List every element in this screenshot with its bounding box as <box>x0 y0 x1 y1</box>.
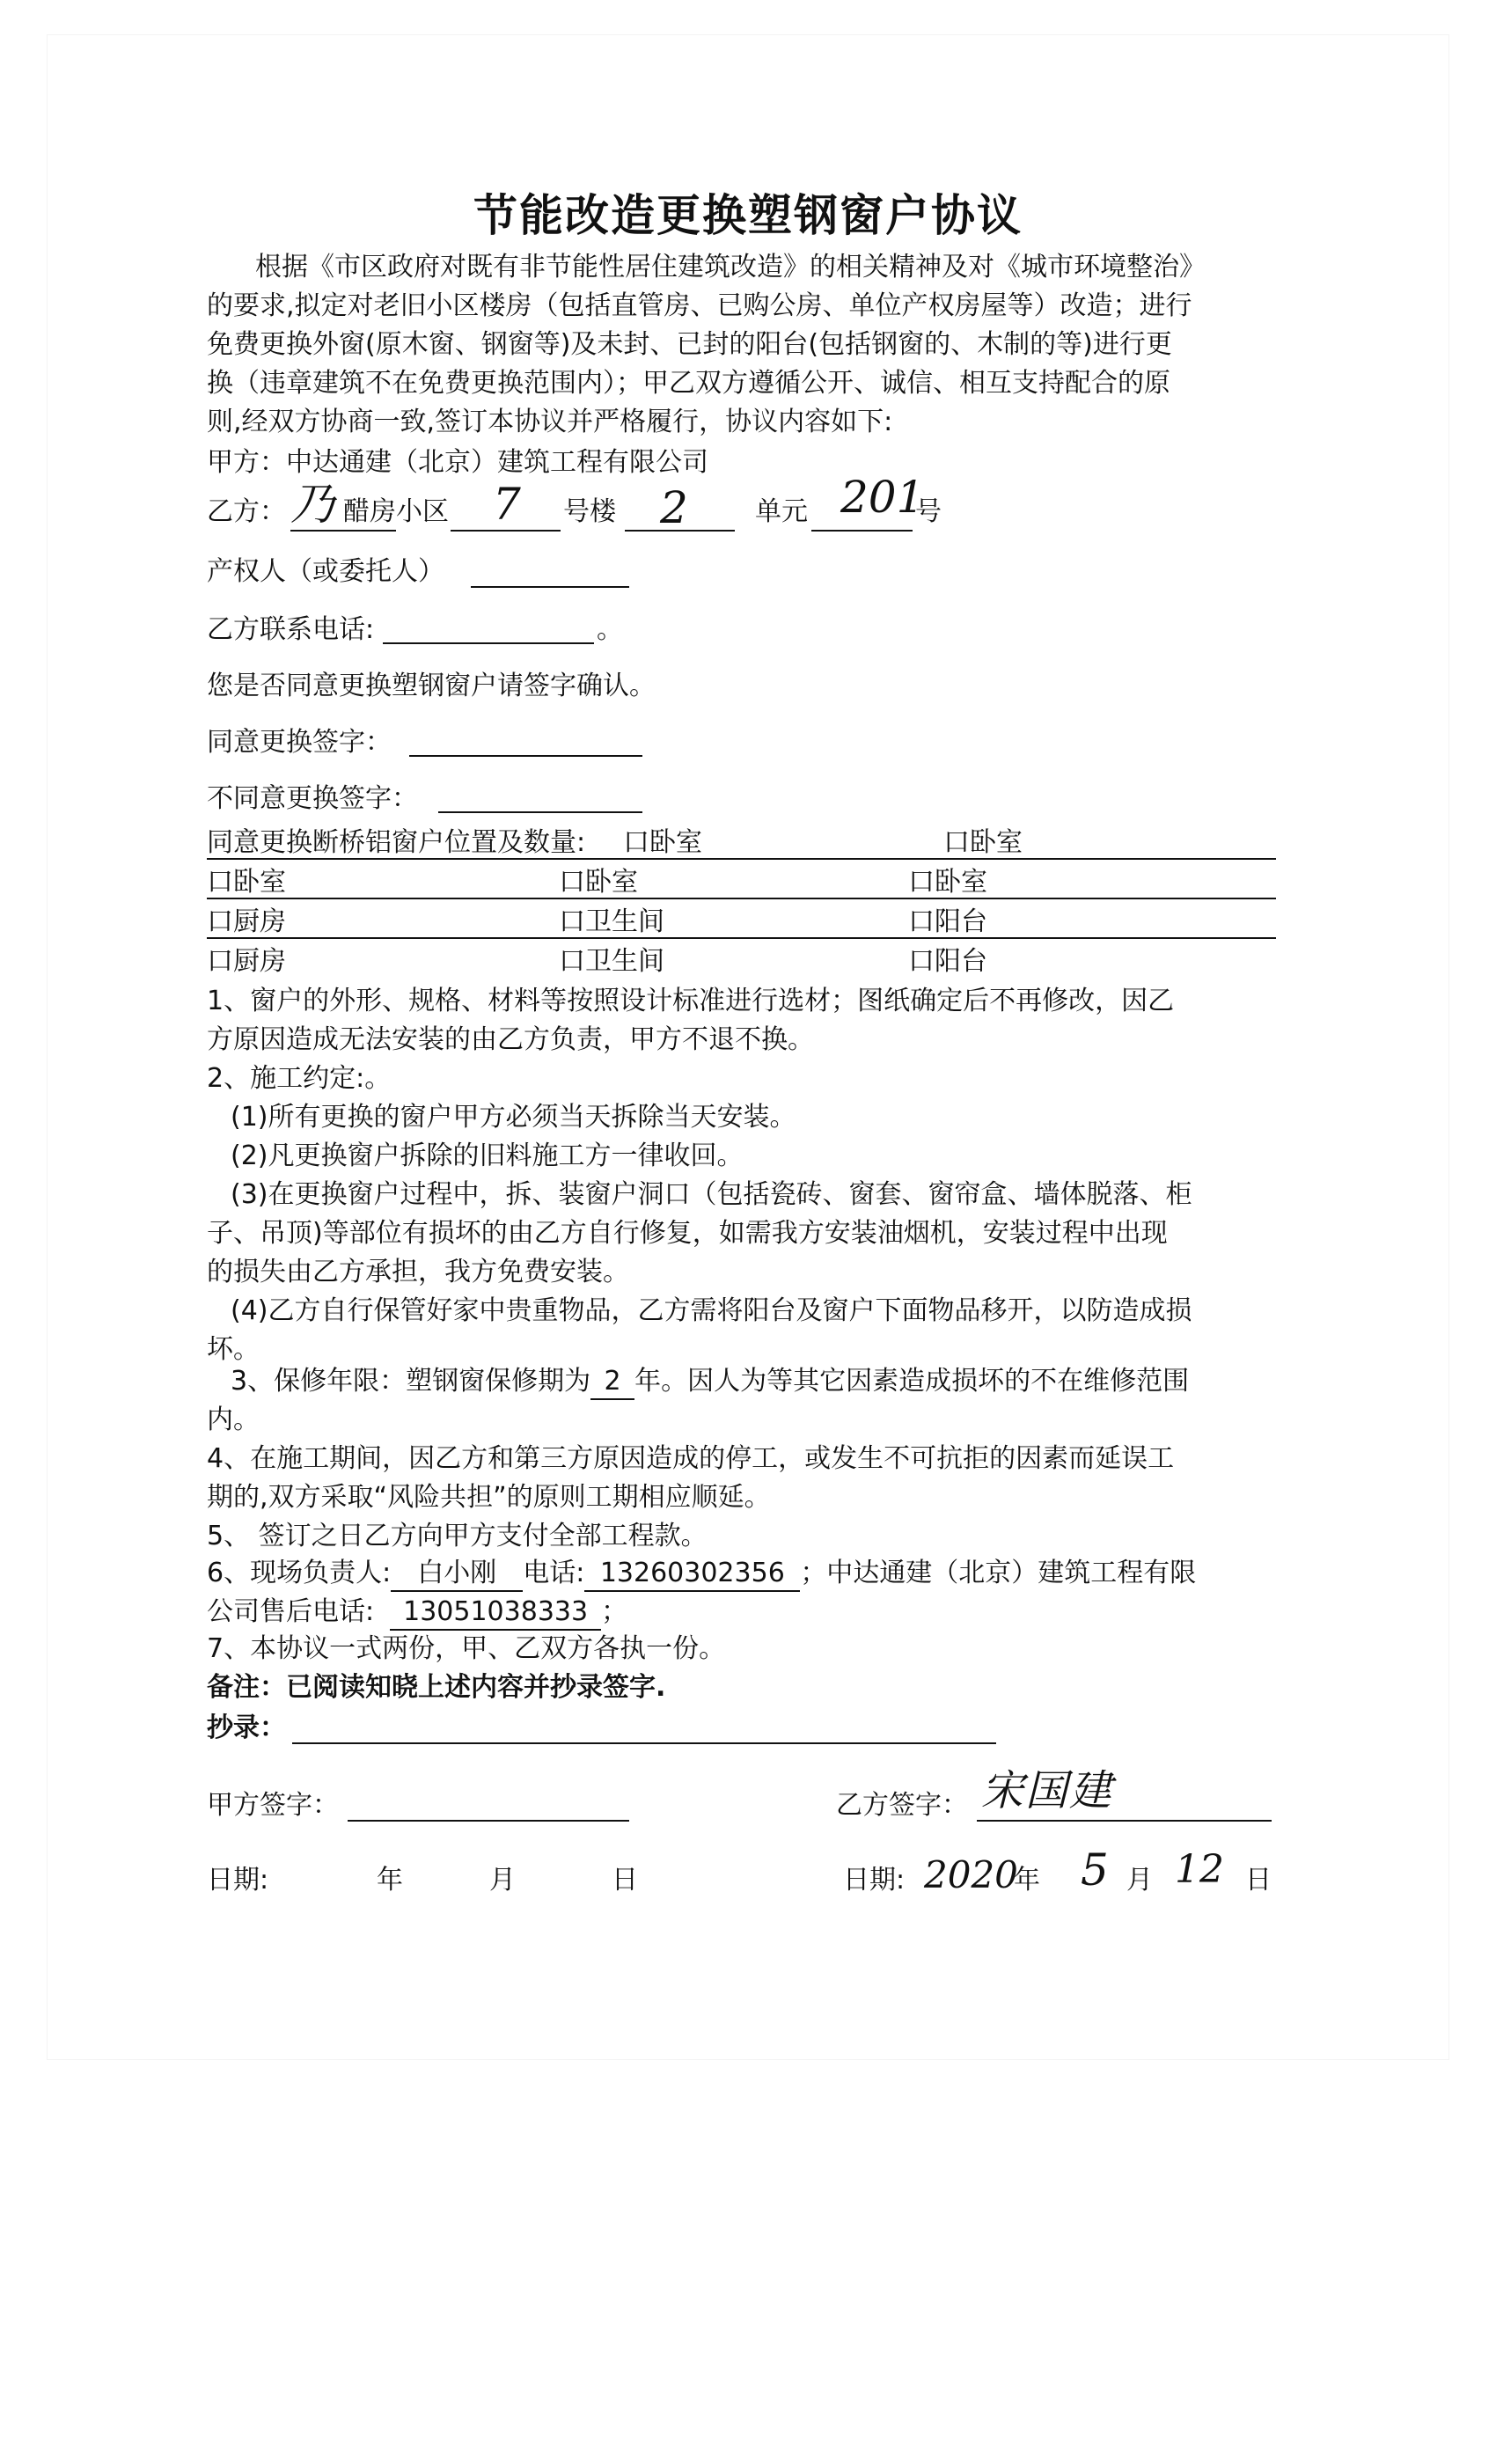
party-a: 甲方：中达通建（北京）建筑工程有限公司 <box>207 447 708 478</box>
table-row-line <box>207 937 1276 939</box>
after-sales-phone: 13051038333 <box>390 1595 601 1631</box>
building-underline <box>451 530 561 532</box>
room-underline <box>811 530 913 532</box>
party-a-date-month: 月 <box>489 1865 516 1896</box>
room-label: 号 <box>915 496 942 527</box>
party-b-date-label: 日期: <box>843 1865 906 1896</box>
window-option[interactable]: 口卧室 <box>908 867 987 898</box>
term-3-prefix: 3、保修年限：塑钢窗保修期为 <box>231 1366 591 1397</box>
party-b-date-day: 日 <box>1245 1865 1272 1896</box>
term-1b: 方原因造成无法安装的由乙方负责，甲方不退不换。 <box>207 1024 814 1055</box>
window-option[interactable]: 口厨房 <box>207 906 286 937</box>
term-6b <box>207 1593 627 1632</box>
disagree-signature-line <box>438 811 642 813</box>
note: 备注：已阅读知晓上述内容并抄录签字. <box>207 1672 666 1703</box>
table-row-line <box>207 858 1276 860</box>
term-1a: 1、窗户的外形、规格、材料等按照设计标准进行选材；图纸确定后不再修改，因乙 <box>207 986 1175 1016</box>
agree-label: 同意更换签字： <box>207 727 392 758</box>
party-b-signature-label: 乙方签字： <box>836 1790 968 1821</box>
intro-line-5: 则,经双方协商一致,签订本协议并严格履行，协议内容如下: <box>207 407 893 437</box>
term-3 <box>231 1362 1189 1401</box>
table-row-line <box>207 898 1276 899</box>
windows-header: 同意更换断桥铝窗户位置及数量: <box>207 827 586 858</box>
term-4b: 期的,双方采取“风险共担”的原则工期相应顺延。 <box>207 1482 771 1513</box>
party-b-signature-line <box>977 1820 1272 1822</box>
party-b-date-year-hw: 2020 <box>924 1853 1018 1896</box>
unit-underline <box>625 530 735 532</box>
intro-line-2: 的要求,拟定对老旧小区楼房（包括直管房、已购公房、单位产权房屋等）改造；进行 <box>207 290 1192 321</box>
term-6b-prefix: 公司售后电话: <box>207 1596 375 1627</box>
party-b-date-month: 月 <box>1126 1865 1153 1896</box>
window-option[interactable]: 口卧室 <box>207 867 286 898</box>
window-option[interactable]: 口卫生间 <box>559 906 664 937</box>
term-5: 5、 签订之日乙方向甲方支付全部工程款。 <box>207 1521 708 1551</box>
window-option[interactable]: 口卫生间 <box>559 946 664 977</box>
term-2-4a: (4)乙方自行保管好家中贵重物品，乙方需将阳台及窗户下面物品移开，以防造成损 <box>231 1295 1192 1326</box>
party-b-date-month-hw: 5 <box>1081 1844 1109 1896</box>
party-a-date-label: 日期: <box>207 1865 269 1896</box>
term-6-prefix: 6、现场负责人: <box>207 1558 392 1588</box>
party-a-date-year: 年 <box>377 1865 403 1896</box>
term-7: 7、本协议一式两份，甲、乙双方各执一份。 <box>207 1633 726 1664</box>
party-b-date-day-hw: 12 <box>1175 1847 1224 1892</box>
disagree-label: 不同意更换签字： <box>207 783 418 814</box>
window-option[interactable]: 口卧室 <box>559 867 638 898</box>
term-2-3b: 子、吊顶)等部位有损坏的由乙方自行修复，如需我方安装油烟机，安装过程中出现 <box>207 1218 1168 1249</box>
building-handwritten: 7 <box>493 479 521 530</box>
party-b-date-year: 年 <box>1014 1865 1040 1896</box>
owner-label: 产权人（或委托人） <box>207 556 444 587</box>
party-a-date-day: 日 <box>612 1865 638 1896</box>
room-handwritten: 201 <box>840 472 925 523</box>
term-2-1: (1)所有更换的窗户甲方必须当天拆除当天安装。 <box>231 1102 796 1133</box>
window-option[interactable]: 口卧室 <box>943 827 1023 858</box>
window-option[interactable]: 口阳台 <box>908 946 987 977</box>
term-2-4b: 坏。 <box>207 1334 260 1365</box>
community-underline <box>290 530 396 532</box>
building-label: 号楼 <box>563 496 616 527</box>
term-6b-suffix: ； <box>601 1596 628 1627</box>
unit-label: 单元 <box>755 496 808 527</box>
term-2-3a: (3)在更换窗户过程中，拆、装窗户洞口（包括瓷砖、窗套、窗帘盒、墙体脱落、柜 <box>231 1179 1192 1210</box>
site-manager-phone: 13260302356 <box>584 1557 800 1592</box>
document-title: 节能改造更换塑钢窗户协议 <box>473 189 1023 241</box>
warranty-years: 2 <box>590 1365 634 1400</box>
intro-line-1: 根据《市区政府对既有非节能性居住建筑改造》的相关精神及对《城市环境整治》 <box>255 252 1206 282</box>
phone-underline <box>383 642 594 644</box>
term-3-suffix: 年。因人为等其它因素造成损坏的不在维修范围 <box>634 1366 1190 1397</box>
term-2-2: (2)凡更换窗户拆除的旧料施工方一律收回。 <box>231 1140 744 1171</box>
term-4a: 4、在施工期间，因乙方和第三方原因造成的停工，或发生不可抗拒的因素而延误工 <box>207 1443 1175 1474</box>
window-option[interactable]: 口卧室 <box>623 827 702 858</box>
term-6 <box>207 1554 1196 1593</box>
agree-signature-line <box>409 755 642 757</box>
site-manager-name: 白小刚 <box>391 1557 523 1592</box>
term-2-3c: 的损失由乙方承担，我方免费安装。 <box>207 1257 629 1287</box>
window-option[interactable]: 口阳台 <box>908 906 987 937</box>
party-b-signature: 宋国建 <box>981 1766 1114 1815</box>
community-handwritten: 乃 <box>290 479 334 530</box>
owner-underline <box>471 586 629 588</box>
term-3b: 内。 <box>207 1404 260 1435</box>
copy-label: 抄录： <box>207 1712 286 1743</box>
intro-line-3: 免费更换外窗(原木窗、钢窗等)及未封、已封的阳台(包括钢窗的、木制的等)进行更 <box>207 329 1172 360</box>
party-a-signature-line <box>348 1820 629 1822</box>
community-printed: 醋房小区 <box>343 496 449 527</box>
party-a-signature-label: 甲方签字： <box>207 1790 339 1821</box>
term-6-suffix: ；中达通建（北京）建筑工程有限 <box>800 1558 1197 1588</box>
intro-line-4: 换（违章建筑不在免费更换范围内）；甲乙双方遵循公开、诚信、相互支持配合的原 <box>207 368 1170 399</box>
window-option[interactable]: 口厨房 <box>207 946 286 977</box>
phone-end: 。 <box>597 614 623 645</box>
term-2: 2、施工约定:。 <box>207 1063 392 1094</box>
copy-line <box>292 1742 996 1744</box>
party-b-label: 乙方： <box>207 496 286 527</box>
unit-handwritten: 2 <box>660 482 688 533</box>
term-6-phone-label: 电话: <box>523 1558 585 1588</box>
phone-label: 乙方联系电话: <box>207 614 375 645</box>
consent-question: 您是否同意更换塑钢窗户请签字确认。 <box>207 671 656 701</box>
